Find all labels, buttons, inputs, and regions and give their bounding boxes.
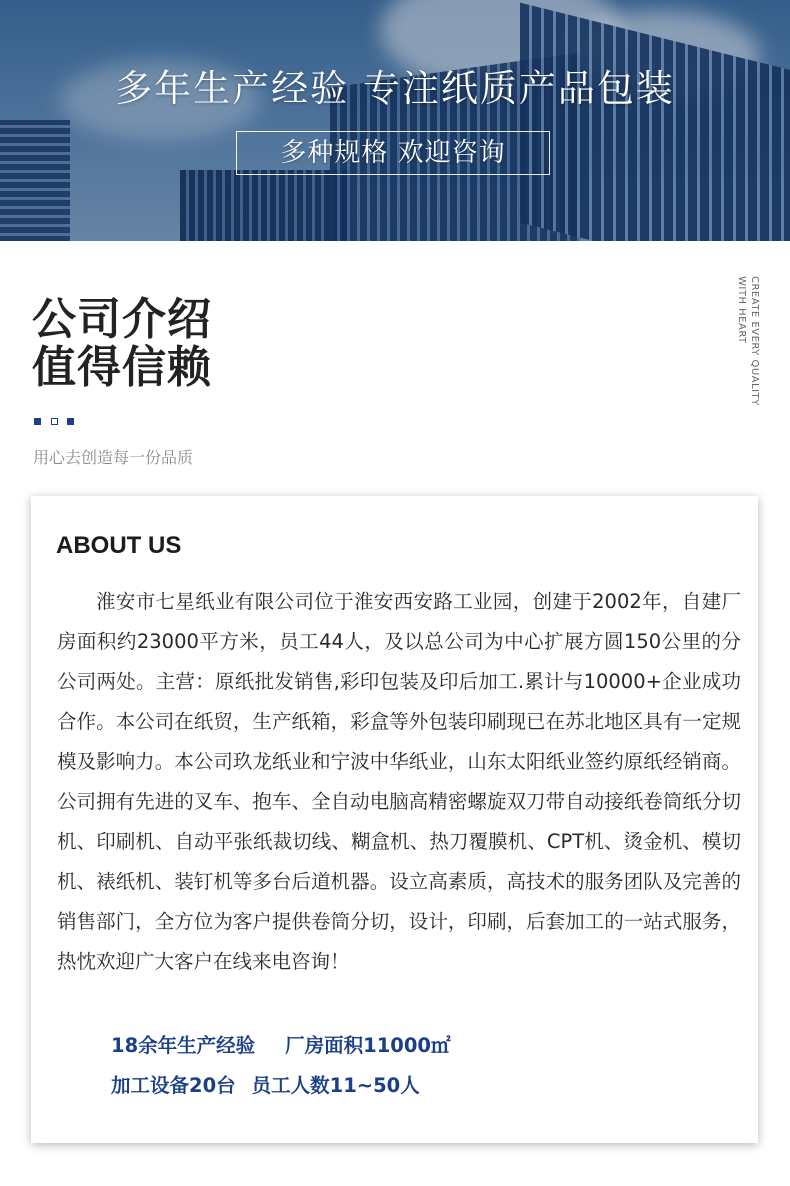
- vertical-slogan-line2: WITH HEART: [736, 276, 747, 344]
- stat-experience: 18余年生产经验: [111, 1034, 256, 1057]
- intro-title: [32, 296, 292, 392]
- banner-subtitle-box: 多种规格 欢迎咨询: [236, 131, 550, 175]
- stats-row: [111, 1066, 450, 1106]
- banner-overlay: [0, 0, 790, 241]
- intro-tagline: 用心去创造每一份品质: [33, 448, 194, 467]
- intro-title-line1: 公司介绍: [32, 294, 212, 345]
- stats-row: [111, 1026, 450, 1066]
- square-dot-icon: [34, 418, 41, 425]
- stat-employees: 员工人数11~50人: [251, 1074, 420, 1097]
- hollow-square-dot-icon: [51, 418, 58, 425]
- intro-title-line2: 值得信赖: [32, 342, 212, 393]
- hero-banner: [0, 0, 790, 241]
- stats-block: [111, 1026, 450, 1106]
- square-dot-icon: [67, 418, 74, 425]
- stat-equipment: 加工设备20台: [111, 1074, 236, 1097]
- about-card: [31, 496, 758, 1143]
- vertical-slogan: [735, 276, 761, 406]
- about-body: 淮安市七星纸业有限公司位于淮安西安路工业园，创建于2002年，自建厂房面积约23000平方米，员工44人，及以总公司为中心扩展方圆150公里的分公司两处。主营：原纸批发销售,彩印包装及印后加工.累计与10000+企业成功合作。本公司在纸贸，生产纸箱，彩盒等外包装印刷现已在苏北地区具有一定规模及影响力。本公司玖龙纸业和宁波中华纸业，山东太阳纸业签约原纸经销商。公司拥有先进的叉车、抱车、全自动电脑高精密螺旋双刀带自动接纸卷筒纸分切机、印刷机、自动平张纸裁切线、糊盒机、热刀覆膜机、CPT机、烫金机、模切机、裱纸机、装钉机等多台后道机器。设立高素质，高技术的服务团队及完善的销售部门，全方位为客户提供卷筒分切，设计，印刷，后套加工的一站式服务，热忱欢迎广大客户在线来电咨询！: [57, 590, 741, 973]
- banner-title: 多年生产经验 专注纸质产品包装: [115, 67, 675, 110]
- stat-factory-area: 厂房面积11000㎡: [285, 1034, 451, 1057]
- vertical-slogan-line1: CREATE EVERY QUALITY: [749, 276, 760, 406]
- about-heading: ABOUT US: [56, 532, 182, 559]
